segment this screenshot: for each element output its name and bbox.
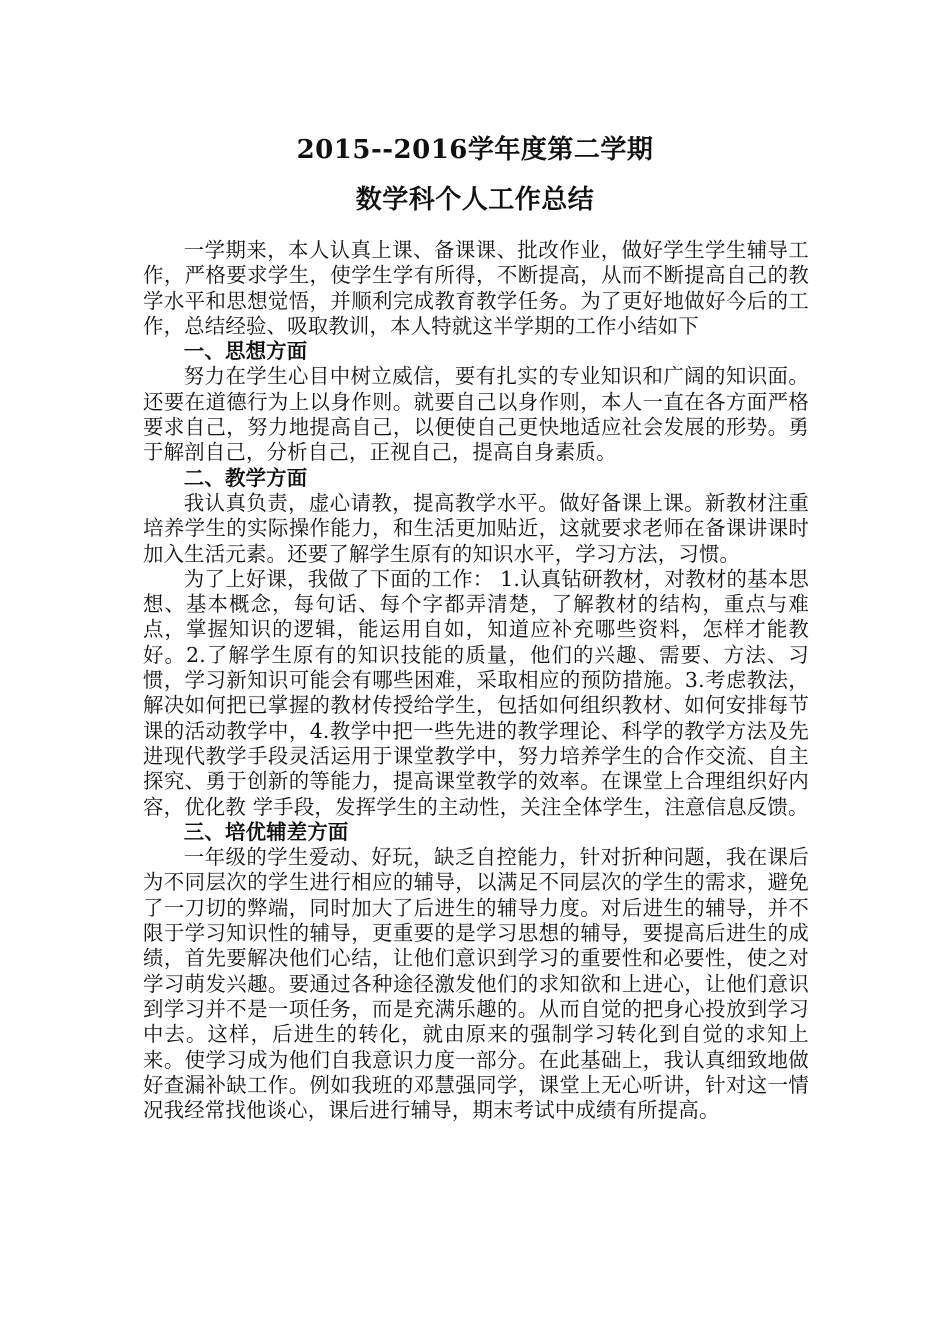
section-paragraph: 为了上好课，我做了下面的工作： 1.认真钻研教材，对教材的基本思想、基本概念，每句话、每个字都弄清楚，了解教材的结构，重点与难点，掌握知识的逻辑，能运用自如，知道应补充哪些资料，怎样才能教好。2.了解学生原有的知识技能的质量，他们的兴趣、需要、方法、习惯，学习新知识可能会有哪些困难，采取相应的预防措施。3.考虑教法，解决如何把已掌握的教材传授给学生，包括如何组织教材、如何安排每节课的活动教学中，4.教学中把一些先进的教学理论、科学的教学方法及先进现代教学手段灵活运用于课堂教学中，努力培养学生的合作交流、自主探究、勇于创新的等能力，提高课堂教学的效率。在课堂上合理组织好内容，优化教 学手段，发挥学生的主动性，关注全体学生，注意信息反馈。 (143, 566, 809, 819)
document-title-line2: 数学科个人工作总结 (355, 185, 595, 215)
section-paragraph: 努力在学生心目中树立威信，要有扎实的专业知识和广阔的知识面。还要在道德行为上以身作则。就要自己以身作则，本人一直在各方面严格要求自己，努力地提高自己，以便使自己更快地适应社会发展的形势。勇于解剖自己，分析自己，正视自己，提高自身素质。 (143, 364, 809, 465)
document-body (143, 238, 809, 1123)
section-heading-thought: 一、思想方面 (183, 339, 308, 364)
intro-paragraph: 一学期来，本人认真上课、备课课、批改作业，做好学生学生辅导工作，严格要求学生，使学生学有所得，不断提高，从而不断提高自己的教学水平和思想觉悟，并顺利完成教育教学任务。为了更好地做好今后的工作，总结经验、吸取教训，本人特就这半学期的工作小结如下 (143, 238, 809, 338)
section-paragraph: 我认真负责，虚心请教，提高教学水平。做好备课上课。新教材注重培养学生的实际操作能力，和生活更加贴近，这就要求老师在备课讲课时加入生活元素。还要了解学生原有的知识水平，学习方法，习惯。 (143, 490, 809, 566)
section-paragraph: 一年级的学生爱动、好玩，缺乏自控能力，针对折种问题，我在课后为不同层次的学生进行相应的辅导，以满足不同层次的学生的需求，避免了一刀切的弊端，同时加大了后进生的辅导力度。对后进生的辅导，并不限于学习知识性的辅导，更重要的是学习思想的辅导，要提高后进生的成绩，首先要解决他们心结，让他们意识到学习的重要性和必要性，使之对学习萌发兴趣。要通过各种途径激发他们的求知欲和上进心，让他们意识到学习并不是一项任务，而是充满乐趣的。从而自觉的把身心投放到学习中去。这样，后进生的转化，就由原来的强制学习转化到自觉的求知上来。使学习成为他们自我意识力度一部分。在此基础上，我认真细致地做好查漏补缺工作。例如我班的邓慧强同学，课堂上无心听讲，针对这一情况我经常找他谈心，课后进行辅导，期末考试中成绩有所提高。 (143, 845, 809, 1123)
section-heading-tutoring: 三、培优辅差方面 (183, 819, 349, 844)
document-title-line1: 2015--2016学年度第二学期 (296, 135, 654, 165)
section-heading-teaching: 二、教学方面 (183, 465, 308, 490)
